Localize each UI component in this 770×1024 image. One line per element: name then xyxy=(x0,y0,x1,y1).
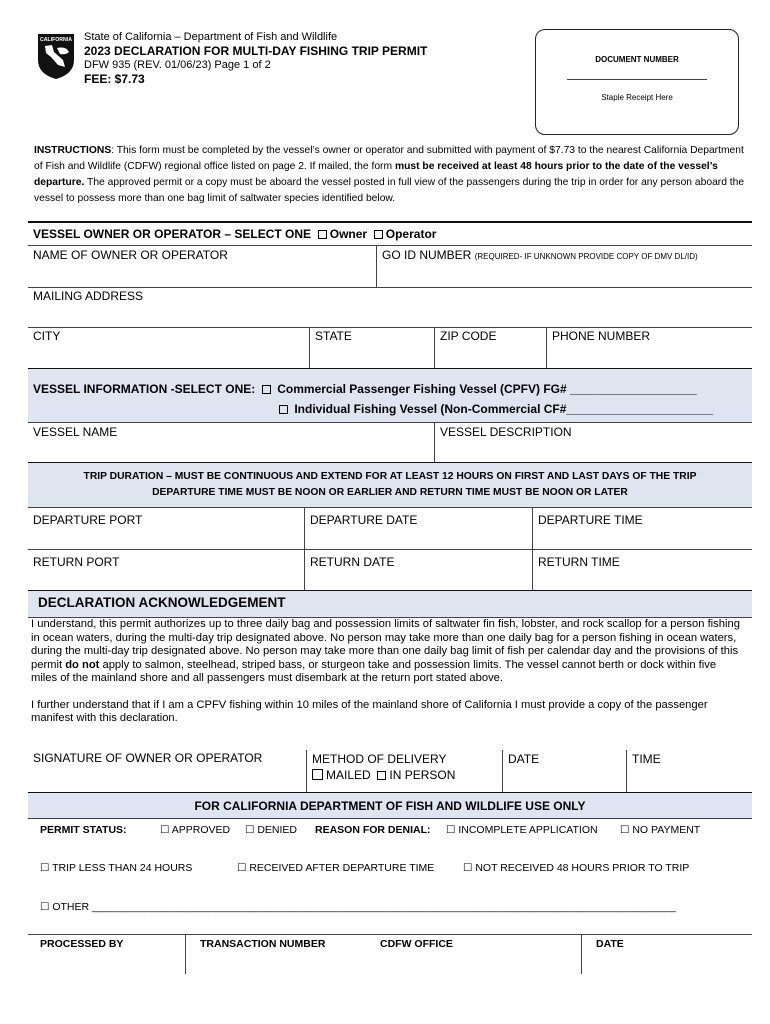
divider xyxy=(28,818,752,819)
owner-option[interactable]: Owner xyxy=(314,227,367,241)
phone-field[interactable]: PHONE NUMBER xyxy=(546,327,752,368)
denied-option[interactable]: ☐ DENIED xyxy=(245,824,298,836)
ack-paragraph-2: I further understand that if I am a CPFV fishing within 10 miles of the mainland shore of California I must provide a copy of the passenger manifest with this declaration. xyxy=(31,698,708,724)
vessel-section-header xyxy=(28,369,752,422)
mailing-address-field[interactable]: MAILING ADDRESS xyxy=(33,289,144,303)
owner-checkbox[interactable] xyxy=(318,230,327,239)
ack-header xyxy=(28,591,752,617)
no-payment-option[interactable]: ☐ NO PAYMENT xyxy=(620,824,701,836)
return-row xyxy=(28,549,752,590)
delivery-method-label: METHOD OF DELIVERY xyxy=(312,752,447,766)
signature-row xyxy=(28,750,752,792)
document-number-field[interactable] xyxy=(567,78,707,80)
in-person-option[interactable]: IN PERSON xyxy=(377,768,455,782)
owner-section-title: VESSEL OWNER OR OPERATOR – SELECT ONE xyxy=(33,227,312,241)
departure-port-field[interactable]: DEPARTURE PORT xyxy=(33,513,143,527)
trip-duration-line-2: DEPARTURE TIME MUST BE NOON OR EARLIER AND RETURN TIME MUST BE NOON OR LATER xyxy=(152,487,628,498)
operator-option[interactable]: Operator xyxy=(370,227,436,241)
mailed-option[interactable]: MAILED xyxy=(312,768,371,782)
instructions-text-1: : This form must be completed by the vessel’s owner or operator and submitted with payment of $7.73 to the nearest California Department of Fish and Wildlife (CDFW) regional office listed on page 2. If mailed, the form xyxy=(34,145,744,172)
return-time-field[interactable]: RETURN TIME xyxy=(532,549,752,590)
staple-receipt-label: Staple Receipt Here xyxy=(601,93,673,102)
owner-name-row xyxy=(28,245,752,287)
transaction-number-field[interactable]: TRANSACTION NUMBER xyxy=(185,934,371,974)
approved-option[interactable]: ☐ APPROVED xyxy=(160,824,231,836)
vessel-description-field[interactable]: VESSEL DESCRIPTION xyxy=(434,422,752,462)
form-title: 2023 DECLARATION FOR MULTI-DAY FISHING TRIP PERMIT xyxy=(84,44,428,58)
cpfv-option[interactable]: Commercial Passenger Fishing Vessel (CPFV) FG# ___________________ xyxy=(262,382,697,396)
trip-less-24-option[interactable]: ☐ TRIP LESS THAN 24 HOURS xyxy=(40,862,193,874)
operator-checkbox[interactable] xyxy=(374,230,383,239)
individual-vessel-option[interactable]: Individual Fishing Vessel (Non-Commercial CF#______________________ xyxy=(279,402,713,416)
return-port-field[interactable]: RETURN PORT xyxy=(33,555,120,569)
cdfw-seal-logo xyxy=(36,30,76,80)
after-departure-option[interactable]: ☐ RECEIVED AFTER DEPARTURE TIME xyxy=(237,862,435,874)
form-header xyxy=(36,28,536,98)
document-number-label: DOCUMENT NUMBER xyxy=(595,55,679,64)
ack-title: DECLARATION ACKNOWLEDGEMENT xyxy=(38,595,286,610)
permit-status-row xyxy=(40,824,750,836)
departure-date-field[interactable]: DEPARTURE DATE xyxy=(304,507,532,549)
trip-duration-line-1: TRIP DURATION – MUST BE CONTINUOUS AND EXTEND FOR AT LEAST 12 HOURS ON FIRST AND LAST DAYS OF THE TRIP xyxy=(83,471,697,482)
instructions-label: INSTRUCTIONS xyxy=(34,145,112,156)
denial-reason-label: REASON FOR DENIAL: xyxy=(315,824,431,836)
departure-row xyxy=(28,507,752,549)
return-date-field[interactable]: RETURN DATE xyxy=(304,549,532,590)
go-id-field[interactable]: GO ID NUMBER (REQUIRED- IF UNKNOWN PROVIDE COPY OF DMV DL/ID) xyxy=(376,245,752,287)
state-field[interactable]: STATE xyxy=(309,327,434,368)
incomplete-application-option[interactable]: ☐ INCOMPLETE APPLICATION xyxy=(446,824,598,836)
not-48-hours-option[interactable]: ☐ NOT RECEIVED 48 HOURS PRIOR TO TRIP xyxy=(463,862,690,874)
cdfw-office-field[interactable]: CDFW OFFICE xyxy=(380,938,453,950)
office-use-header xyxy=(28,793,752,818)
vessel-name-field[interactable]: VESSEL NAME xyxy=(33,425,118,439)
other-reason-field[interactable]: ☐ OTHER ____________________________________________________________________________________________________ xyxy=(40,901,676,913)
permit-status-label: PERMIT STATUS: xyxy=(40,824,127,836)
form-fee: FEE: $7.73 xyxy=(84,72,145,86)
form-id: DFW 935 (REV. 01/06/23) Page 1 of 2 xyxy=(84,59,271,71)
individual-vessel-checkbox[interactable] xyxy=(279,405,288,414)
processing-row xyxy=(28,934,752,974)
departure-time-field[interactable]: DEPARTURE TIME xyxy=(532,507,752,549)
denial-reasons-row xyxy=(40,862,750,874)
signature-date-field[interactable]: DATE xyxy=(502,750,626,792)
city-field[interactable]: CITY xyxy=(33,329,61,343)
instructions-bold: must be received at least 48 hours prior to the date of the vessel’s departure. xyxy=(34,161,718,188)
agency-name: State of California – Department of Fish and Wildlife xyxy=(84,31,338,43)
zip-field[interactable]: ZIP CODE xyxy=(434,327,546,368)
in-person-checkbox[interactable] xyxy=(377,771,386,780)
mailing-row xyxy=(28,287,752,327)
signature-time-field[interactable]: TIME xyxy=(626,750,752,792)
city-row xyxy=(28,327,752,368)
processed-by-field[interactable]: PROCESSED BY xyxy=(40,938,124,950)
seal-text: CALIFORNIA xyxy=(40,37,72,43)
ack-text xyxy=(31,618,745,739)
mailed-checkbox[interactable] xyxy=(312,769,323,780)
ack-paragraph-1: I understand, this permit authorizes up to three daily bag and possession limits of saltwater fin fish, lobster, and rock scallop for a person fishing in ocean waters, during the multi-day trip designated above. No person may take more than one daily bag for a person fishing in ocean waters, during the multi-day trip designated above. No person may take more than one daily bag limit of fish per calendar day and the provisions of this permit do not apply to salmon, steelhead, striped bass, or sturgeon take and possession limits. The vessel cannot berth or dock within five miles of the mainland shore and all passengers must disembark at the return port stated above. xyxy=(31,618,740,684)
instructions-text-2: The approved permit or a copy must be aboard the vessel posted in full view of the passengers during the trip in order for any person aboard the vessel to possess more than one bag limit of saltwater species identified below. xyxy=(34,177,745,204)
signature-field[interactable]: SIGNATURE OF OWNER OR OPERATOR xyxy=(33,751,263,765)
owner-section-header xyxy=(28,222,752,246)
trip-duration-header xyxy=(28,463,752,507)
cpfv-checkbox[interactable] xyxy=(262,385,271,394)
delivery-method-field xyxy=(306,750,502,792)
go-id-note: (REQUIRED- IF UNKNOWN PROVIDE COPY OF DMV DL/ID) xyxy=(474,252,698,261)
office-use-title: FOR CALIFORNIA DEPARTMENT OF FISH AND WILDLIFE USE ONLY xyxy=(194,799,586,813)
instructions xyxy=(34,143,746,207)
processing-date-field[interactable]: DATE xyxy=(581,934,752,974)
vessel-name-row xyxy=(28,422,752,462)
owner-name-field[interactable]: NAME OF OWNER OR OPERATOR xyxy=(33,248,228,262)
document-number-box xyxy=(535,29,739,135)
vessel-section-title: VESSEL INFORMATION -SELECT ONE: xyxy=(33,382,256,396)
